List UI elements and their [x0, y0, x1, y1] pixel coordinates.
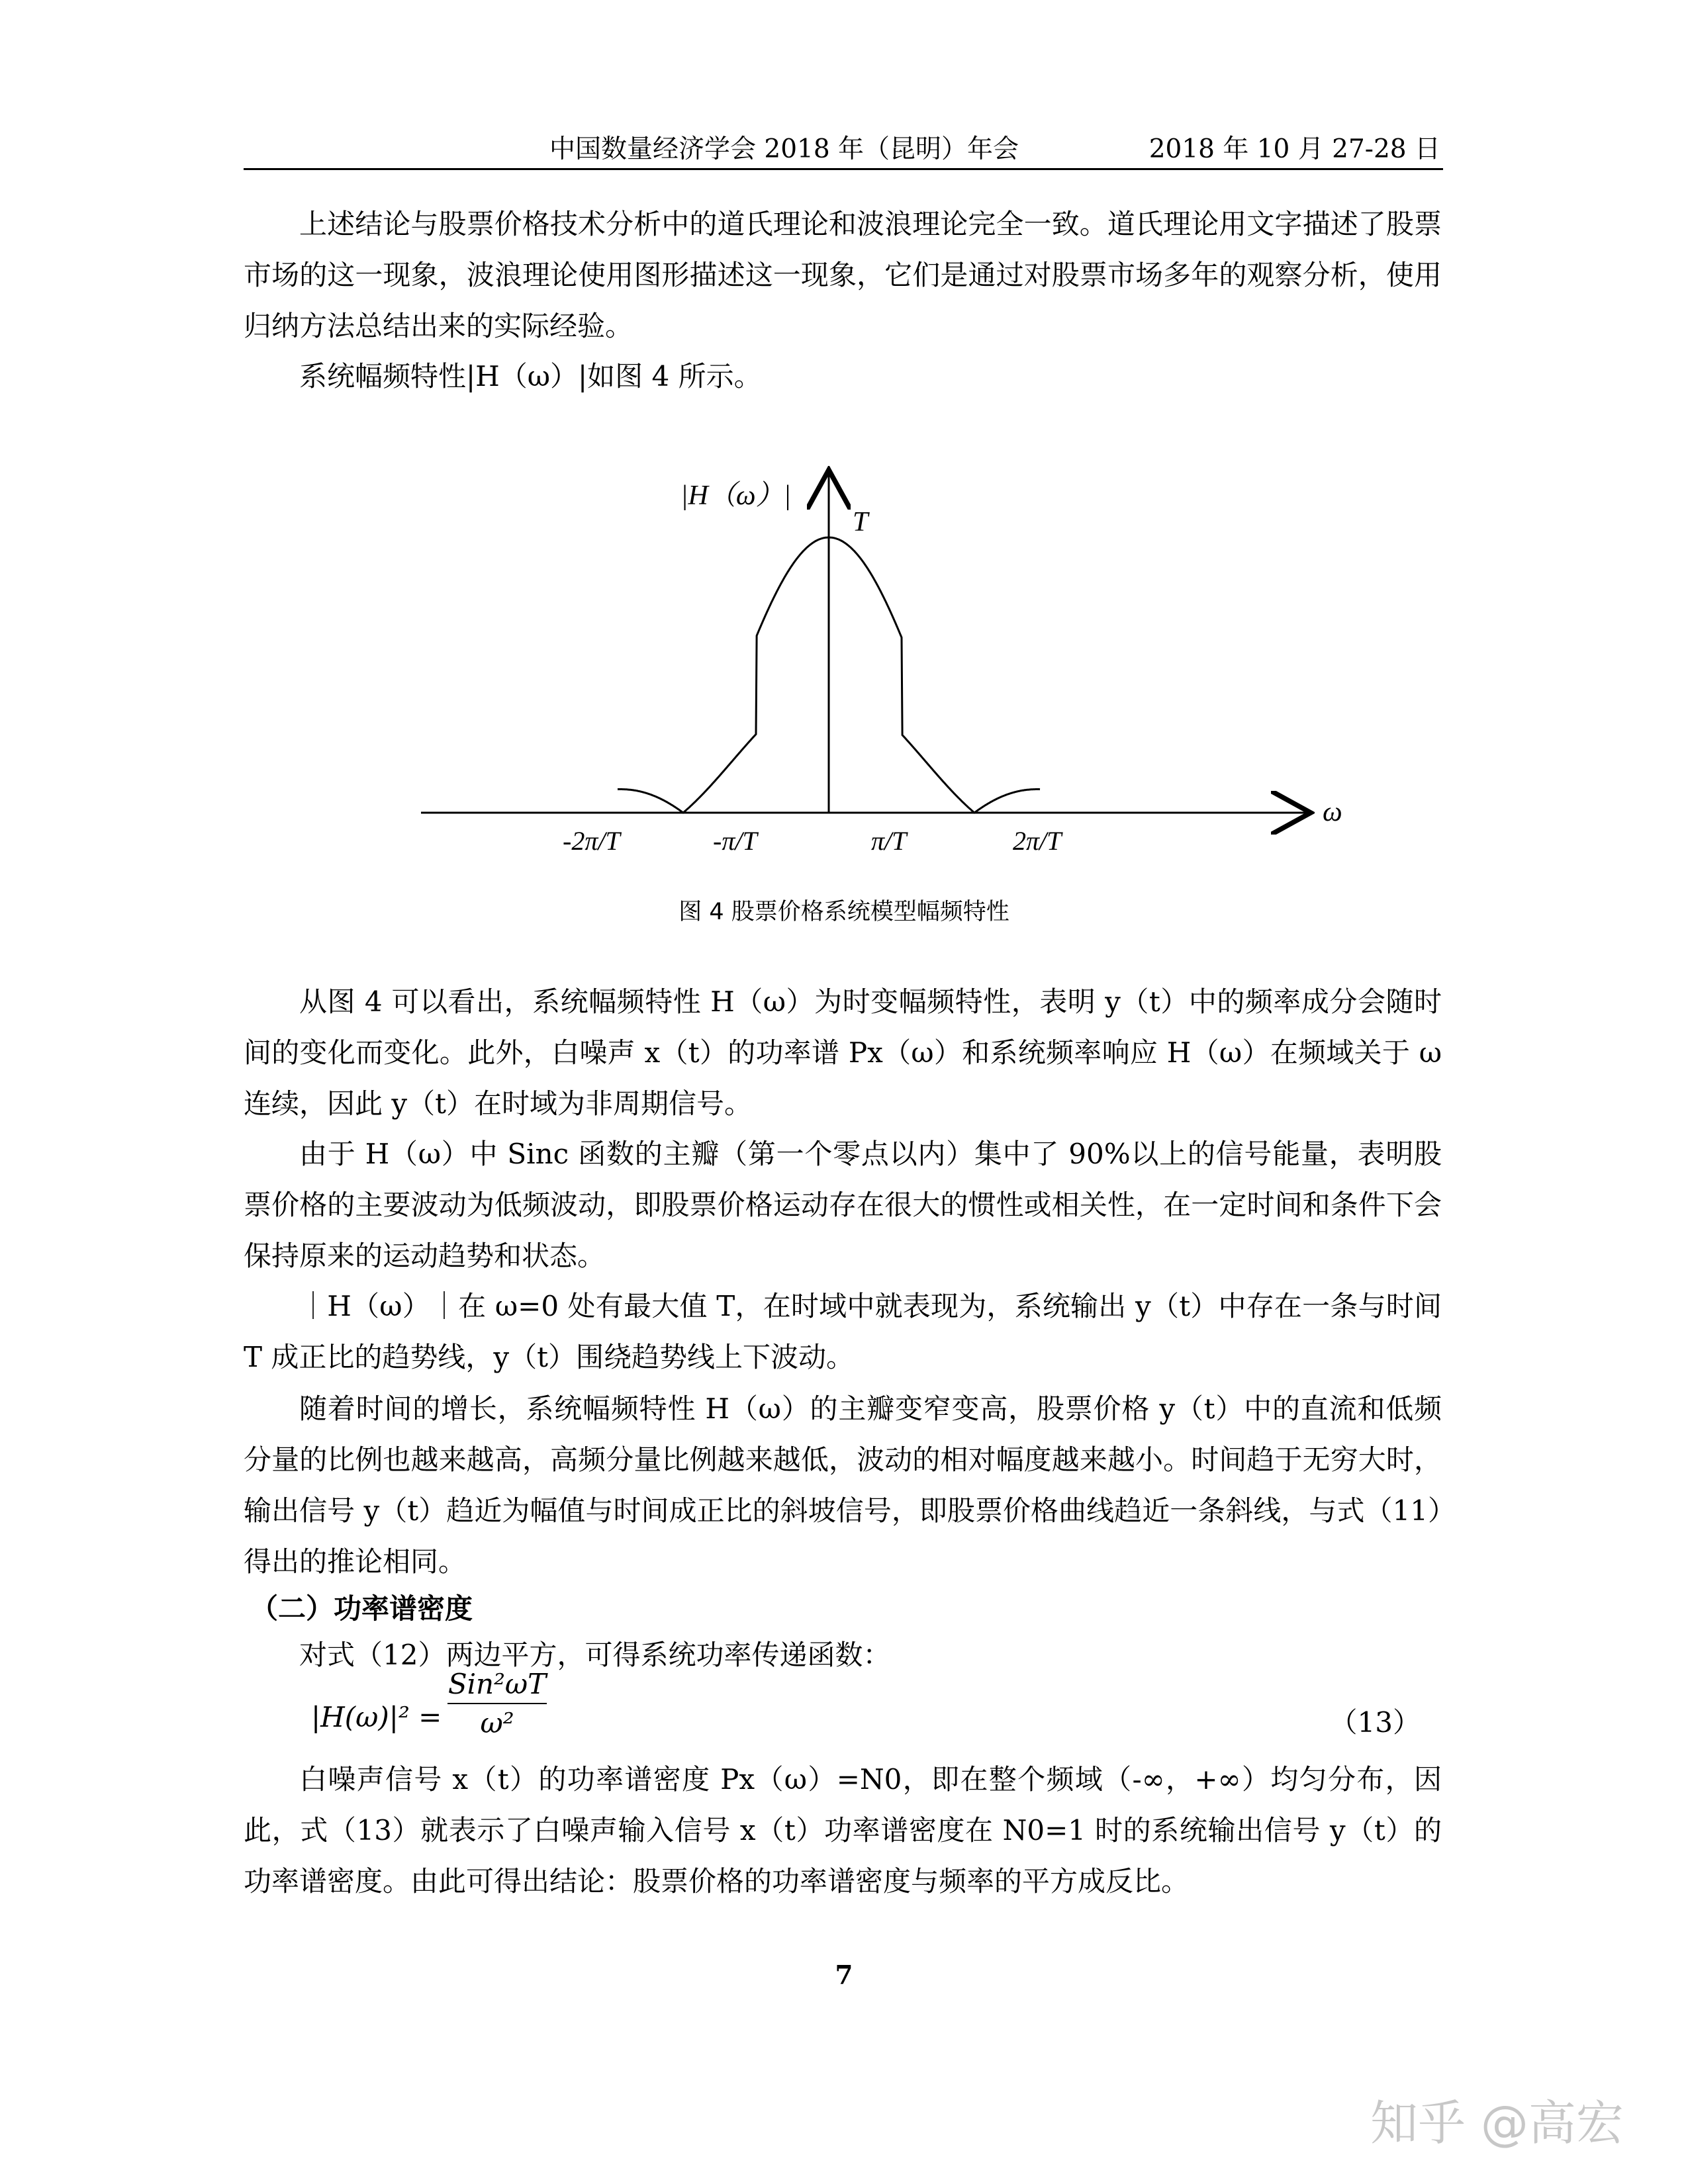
equation-numerator: Sin²ωT	[447, 1668, 547, 1704]
paragraph-2: 系统幅频特性|H（ω）|如图 4 所示。	[299, 360, 762, 392]
equation-fraction	[447, 1668, 547, 1739]
page-number: 7	[835, 1960, 853, 1991]
header-conference: 中国数量经济学会 2018 年（昆明）年会	[549, 134, 1019, 164]
tick-label-2pi: 2π/T	[1013, 826, 1062, 856]
paragraph-8: 白噪声信号 x（t）的功率谱密度 Px（ω）=N0，即在整个频域（-∞，+∞）均匀分布，因此，式（13）就表示了白噪声输入信号 x（t）功率谱密度在 N0=1 时的系统输出信号 y（t）的功率谱密度。由此可得出结论：股票价格的功率谱密度与频率的平方成反比。	[244, 1763, 1442, 1897]
x-axis-label: ω	[1323, 797, 1342, 827]
equation-13	[311, 1668, 1436, 1760]
header-date: 2018 年 10 月 27-28 日	[1149, 134, 1440, 164]
page-header	[244, 124, 1443, 170]
paragraph-1: 上述结论与股票价格技术分析中的道氏理论和波浪理论完全一致。道氏理论用文字描述了股票市场的这一现象，波浪理论使用图形描述这一现象，它们是通过对股票市场多年的观察分析，使用归纳方法总结出来的实际经验。	[244, 208, 1442, 342]
equation-denominator: ω²	[480, 1707, 514, 1739]
tick-label-neg-pi: -π/T	[713, 826, 757, 856]
figure-4-magnitude-chart	[397, 457, 1357, 880]
equation-lhs: |H(ω)|² =	[311, 1701, 442, 1733]
section-heading: （二）功率谱密度	[250, 1592, 473, 1625]
paragraph-7: 对式（12）两边平方，可得系统功率传递函数：	[299, 1639, 891, 1671]
paragraph-5: ｜H（ω）｜在 ω=0 处有最大值 T，在时域中就表现为，系统输出 y（t）中存在一条与时间 T 成正比的趋势线，y（t）围绕趋势线上下波动。	[244, 1290, 1442, 1373]
peak-label: T	[853, 507, 868, 537]
paragraph-6: 随着时间的增长，系统幅频特性 H（ω）的主瓣变窄变高，股票价格 y（t）中的直流和低频分量的比例也越来越高，高频分量比例越来越低，波动的相对幅度越来越小。时间趋于无穷大时，输出信号 y（t）趋近为幅值与时间成正比的斜坡信号，即股票价格曲线趋近一条斜线，与式（11）得出的推论相同。	[244, 1392, 1442, 1578]
figure-caption: 图 4 股票价格系统模型幅频特性	[679, 899, 1009, 925]
watermark: 知乎 @高宏	[1370, 2095, 1624, 2151]
paragraph-4: 由于 H（ω）中 Sinc 函数的主瓣（第一个零点以内）集中了 90%以上的信号能量，表明股票价格的主要波动为低频波动，即股票价格运动存在很大的惯性或相关性，在一定时间和条件下会保持原来的运动趋势和状态。	[244, 1138, 1442, 1272]
paragraph-3: 从图 4 可以看出，系统幅频特性 H（ω）为时变幅频特性，表明 y（t）中的频率成分会随时间的变化而变化。此外，白噪声 x（t）的功率谱 Px（ω）和系统频率响应 H（ω）在频域关于 ω 连续，因此 y（t）在时域为非周期信号。	[244, 985, 1442, 1120]
tick-label-neg-2pi: -2π/T	[563, 826, 620, 856]
tick-label-pi: π/T	[871, 826, 907, 856]
y-axis-label: |H（ω）|	[680, 480, 792, 511]
equation-number: （13）	[1329, 1706, 1421, 1739]
